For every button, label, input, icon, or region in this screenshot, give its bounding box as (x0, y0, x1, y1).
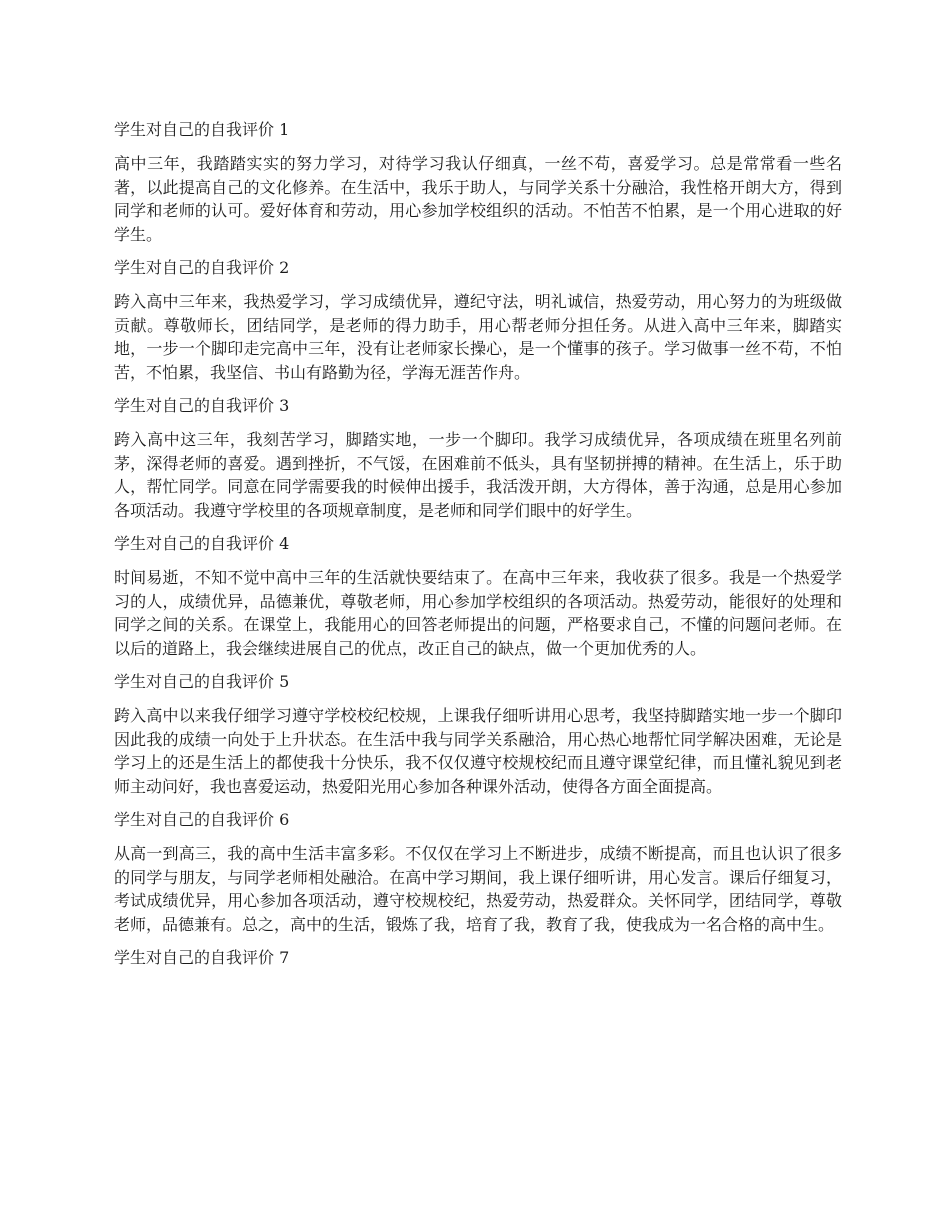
section-heading: 学生对自己的自我评价 1 (114, 120, 290, 139)
section-paragraph: 时间易逝，不知不觉中高中三年的生活就快要结束了。在高中三年来，我收获了很多。我是一个热爱学习的人，成绩优异，品德兼优，尊敬老师，用心参加学校组织的各项活动。热爱劳动，能很好的处理和同学之间的关系。在课堂上，我能用心的回答老师提出的问题，严格要求自己，不懂的问题问老师。在以后的道路上，我会继续进展自己的优点，改正自己的缺点，做一个更加优秀的人。 (114, 568, 842, 658)
document-page (114, 118, 842, 980)
section-2 (114, 256, 842, 384)
section-5 (114, 670, 842, 798)
section-heading: 学生对自己的自我评价 6 (114, 810, 290, 829)
section-paragraph: 跨入高中以来我仔细学习遵守学校校纪校规，上课我仔细听讲用心思考，我坚持脚踏实地一步一个脚印因此我的成绩一向处于上升状态。在生活中我与同学关系融洽，用心热心地帮忙同学解决困难，无论是学习上的还是生活上的都使我十分快乐，我不仅仅遵守校规校纪而且遵守课堂纪律，而且懂礼貌见到老师主动问好，我也喜爱运动，热爱阳光用心参加各种课外活动，使得各方面全面提高。 (114, 706, 842, 796)
section-heading: 学生对自己的自我评价 5 (114, 672, 290, 691)
section-6 (114, 808, 842, 936)
section-heading: 学生对自己的自我评价 3 (114, 396, 290, 415)
section-3 (114, 394, 842, 522)
section-heading: 学生对自己的自我评价 4 (114, 534, 290, 553)
section-4 (114, 532, 842, 660)
section-paragraph: 跨入高中这三年，我刻苦学习，脚踏实地，一步一个脚印。我学习成绩优异，各项成绩在班里名列前茅，深得老师的喜爱。遇到挫折，不气馁，在困难前不低头，具有坚韧拼搏的精神。在生活上，乐于助人，帮忙同学。同意在同学需要我的时候伸出援手，我活泼开朗，大方得体，善于沟通，总是用心参加各项活动。我遵守学校里的各项规章制度，是老师和同学们眼中的好学生。 (114, 430, 842, 520)
section-paragraph: 高中三年，我踏踏实实的努力学习，对待学习我认仔细真，一丝不苟，喜爱学习。总是常常看一些名著，以此提高自己的文化修养。在生活中，我乐于助人，与同学关系十分融洽，我性格开朗大方，得到同学和老师的认可。爱好体育和劳动，用心参加学校组织的活动。不怕苦不怕累，是一个用心进取的好学生。 (114, 154, 842, 244)
section-1 (114, 118, 842, 246)
section-heading: 学生对自己的自我评价 2 (114, 258, 290, 277)
section-paragraph: 从高一到高三，我的高中生活丰富多彩。不仅仅在学习上不断进步，成绩不断提高，而且也认识了很多的同学与朋友，与同学老师相处融洽。在高中学习期间，我上课仔细听讲，用心发言。课后仔细复习，考试成绩优异，用心参加各项活动，遵守校规校纪，热爱劳动，热爱群众。关怀同学，团结同学，尊敬老师，品德兼有。总之，高中的生活，锻炼了我，培育了我，教育了我，使我成为一名合格的高中生。 (114, 844, 842, 934)
section-heading: 学生对自己的自我评价 7 (114, 948, 290, 967)
section-paragraph: 跨入高中三年来，我热爱学习，学习成绩优异，遵纪守法，明礼诚信，热爱劳动，用心努力的为班级做贡献。尊敬师长，团结同学，是老师的得力助手，用心帮老师分担任务。从进入高中三年来，脚踏实地，一步一个脚印走完高中三年，没有让老师家长操心，是一个懂事的孩子。学习做事一丝不苟，不怕苦，不怕累，我坚信、书山有路勤为径，学海无涯苦作舟。 (114, 292, 842, 382)
section-7 (114, 946, 842, 970)
